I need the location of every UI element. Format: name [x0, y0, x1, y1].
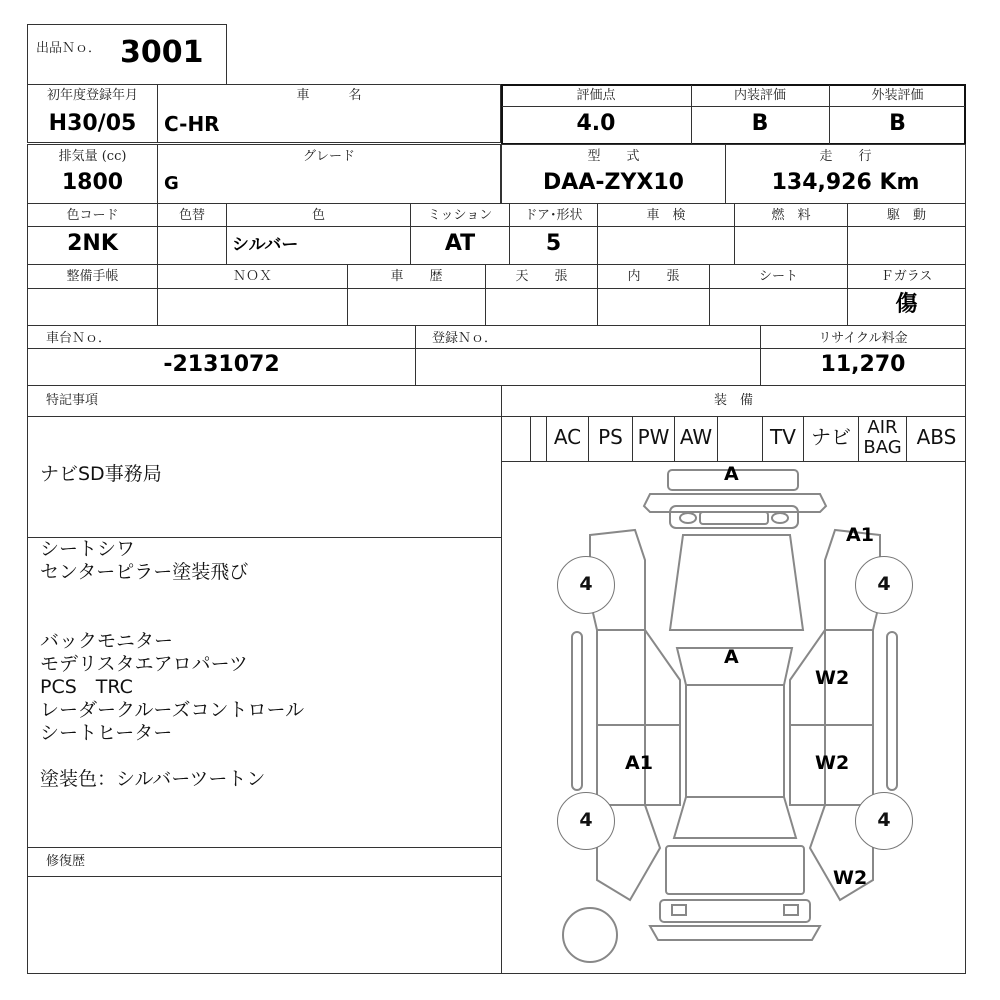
interior-value: B — [751, 111, 769, 136]
equipment-item: ナビ — [803, 416, 858, 462]
equipment-item: AC — [546, 416, 588, 462]
notes-line: モデリスタエアロパーツ — [40, 653, 248, 675]
displacement-label: 排気量 (cc) — [58, 149, 127, 164]
history-label: 車 歴 — [390, 269, 443, 284]
mileage-value: 134,926 Km — [771, 170, 920, 195]
equipment-label: 装 備 — [713, 393, 753, 408]
recycle-value: 11,270 — [820, 352, 906, 377]
mission-label: ミッション — [427, 208, 493, 223]
repair-history-body — [27, 876, 502, 974]
front-glass-value: 傷 — [895, 292, 918, 317]
door-label: ドア･形状 — [524, 208, 583, 223]
ceiling-label: 天 張 — [515, 269, 568, 284]
tire-front-left: 4 — [557, 556, 615, 614]
fuel-label: 燃 料 — [771, 208, 811, 223]
inspection-label: 車 検 — [646, 208, 686, 223]
chassis-value: -2131072 — [163, 352, 280, 377]
notes-line: PCS TRC — [40, 676, 133, 698]
notes-header-cell — [27, 385, 502, 417]
score-label: 評価点 — [576, 88, 616, 103]
mark-hood: A — [724, 646, 739, 668]
grade-label: グレード — [302, 149, 355, 164]
interior-label: 内装評価 — [733, 88, 786, 103]
repair-history-header — [27, 847, 502, 877]
front-glass-label: Ｆガラス — [880, 269, 933, 284]
door-value: 5 — [545, 231, 562, 256]
maintenance-label: 整備手帳 — [66, 269, 119, 284]
exterior-value: B — [889, 111, 906, 136]
lot-number-box — [27, 24, 227, 85]
first-registration-value: H30/05 — [48, 111, 137, 136]
mark-right-front-door: W2 — [815, 667, 850, 689]
tire-front-right: 4 — [855, 556, 913, 614]
repair-history-label: 修復歴 — [46, 854, 86, 869]
equipment-item: TV — [762, 416, 803, 462]
mission-value: AT — [444, 231, 476, 256]
exterior-label: 外装評価 — [871, 88, 924, 103]
inner-label: 内 張 — [627, 269, 680, 284]
lot-number: 3001 — [120, 35, 204, 70]
equipment-item: AW — [674, 416, 717, 462]
seat-label: シート — [758, 269, 798, 284]
car-name-value: C-HR — [164, 112, 220, 136]
chassis-label: 車台Ｎｏ． — [46, 331, 112, 346]
notes-line: シートヒーター — [40, 722, 173, 744]
notes-line: 塗装色：シルバーツートン — [40, 768, 266, 790]
color-label: 色 — [311, 208, 325, 223]
mark-rear: W2 — [833, 867, 868, 889]
notes-line: シートシワ — [40, 538, 136, 560]
mark-left-rear-door: A1 — [625, 752, 653, 774]
color-code-value: 2NK — [67, 231, 118, 256]
mark-right-rear-door: W2 — [815, 752, 850, 774]
color-change-label: 色替 — [178, 208, 205, 223]
equipment-item: PW — [632, 416, 674, 462]
equipment-item — [530, 416, 546, 462]
recycle-label: リサイクル料金 — [818, 331, 908, 346]
notes-line: センターピラー塗装飛び — [40, 561, 249, 583]
notes-line: バックモニター — [40, 630, 174, 652]
mark-left-front-fender: A1 — [846, 524, 874, 546]
notes-line: レーダークルーズコントロール — [40, 699, 305, 721]
car-name-label: 車 名 — [296, 88, 362, 103]
nox-label: ＮＯＸ — [232, 269, 272, 284]
score-value: 4.0 — [576, 111, 616, 136]
registration-label: 登録Ｎｏ． — [432, 331, 498, 346]
drive-label: 駆 動 — [886, 208, 926, 223]
equipment-diagram-cell — [501, 416, 966, 974]
equipment-item: PS — [588, 416, 632, 462]
model-label: 型 式 — [587, 149, 640, 164]
notes-label: 特記事項 — [46, 393, 99, 408]
model-value: DAA-ZYX10 — [543, 170, 684, 195]
mark-front-bumper: A — [724, 463, 739, 485]
color-value: シルバー — [232, 235, 299, 255]
lot-number-label: 出品Ｎｏ． — [36, 41, 102, 56]
tire-rear-right: 4 — [855, 792, 913, 850]
first-registration-label: 初年度登録年月 — [46, 88, 138, 103]
displacement-value: 1800 — [61, 170, 124, 195]
tire-rear-left: 4 — [557, 792, 615, 850]
equipment-item: AIR BAG — [858, 416, 906, 462]
color-code-label: 色コード — [66, 208, 119, 223]
notes-main-text: ナビSD事務局 — [40, 463, 162, 485]
equipment-item — [717, 416, 762, 462]
grade-value: G — [164, 173, 179, 194]
equipment-item: ABS — [906, 416, 966, 462]
mileage-label: 走 行 — [819, 149, 872, 164]
